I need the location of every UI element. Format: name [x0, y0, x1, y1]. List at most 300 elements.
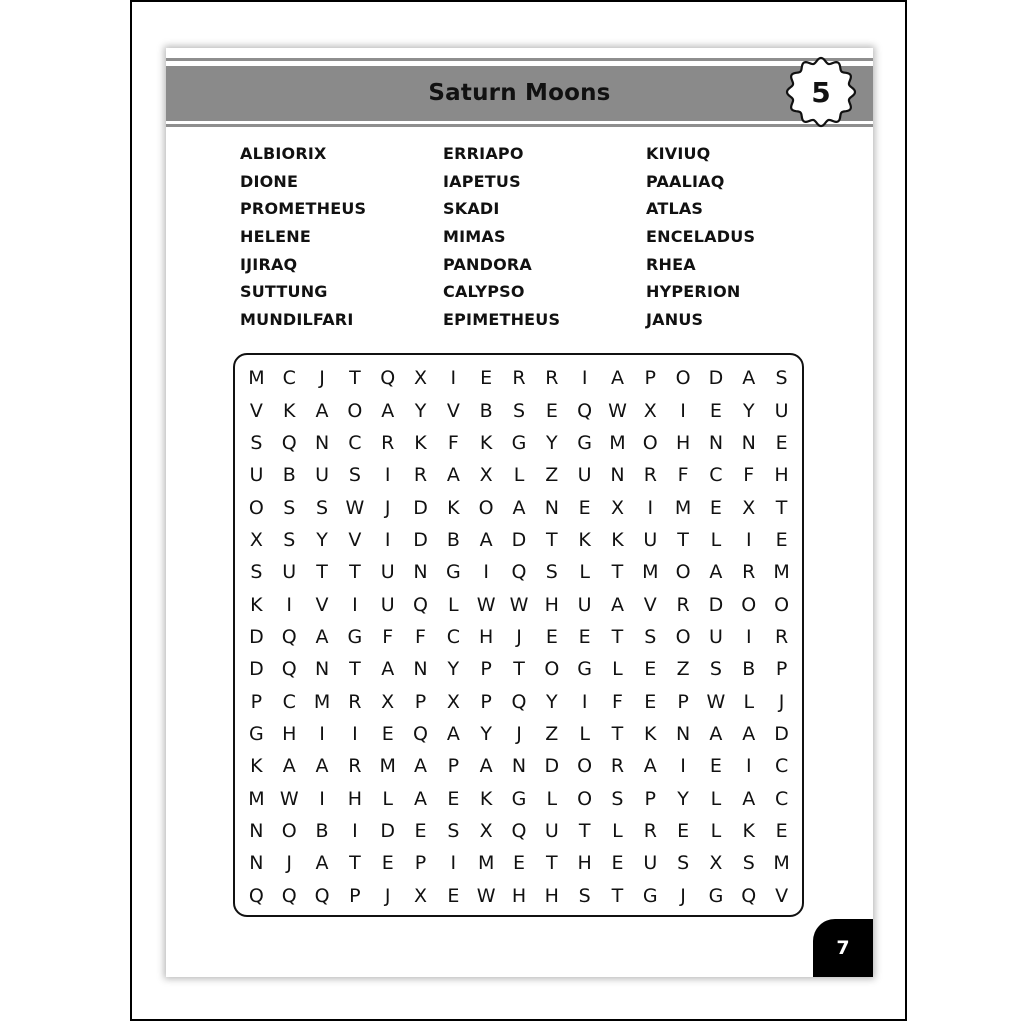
grid-letter[interactable]: L: [382, 787, 393, 810]
grid-letter[interactable]: J: [516, 625, 522, 648]
grid-letter[interactable]: I: [352, 820, 358, 843]
grid-letter[interactable]: D: [544, 755, 560, 778]
grid-letter[interactable]: X: [414, 367, 428, 390]
grid-letter[interactable]: S: [447, 820, 460, 843]
grid-letter[interactable]: P: [677, 690, 689, 713]
grid-letter[interactable]: S: [742, 852, 755, 875]
grid-letter[interactable]: C: [446, 625, 460, 648]
grid-letter[interactable]: Y: [742, 399, 755, 422]
grid-letter[interactable]: C: [774, 787, 789, 810]
grid-letter[interactable]: E: [775, 431, 788, 454]
grid-letter[interactable]: N: [511, 755, 527, 778]
grid-letter[interactable]: B: [282, 464, 296, 487]
grid-letter[interactable]: S: [578, 884, 591, 907]
grid-letter[interactable]: Y: [677, 787, 689, 810]
grid-letter[interactable]: Q: [248, 884, 264, 907]
grid-letter[interactable]: K: [644, 723, 657, 746]
grid-letter[interactable]: H: [577, 852, 592, 875]
grid-letter[interactable]: L: [612, 658, 623, 681]
grid-letter[interactable]: I: [384, 528, 391, 551]
grid-letter[interactable]: Q: [380, 367, 396, 390]
grid-letter[interactable]: C: [348, 431, 362, 454]
grid-letter[interactable]: N: [413, 658, 428, 681]
grid-letter[interactable]: I: [483, 561, 489, 584]
grid-letter[interactable]: O: [281, 820, 297, 843]
grid-letter[interactable]: A: [479, 528, 493, 551]
grid-letter[interactable]: U: [774, 399, 789, 422]
grid-letter[interactable]: F: [611, 690, 623, 713]
grid-letter[interactable]: J: [778, 690, 785, 713]
grid-letter[interactable]: X: [249, 528, 263, 551]
grid-letter[interactable]: Q: [511, 820, 527, 843]
grid-letter[interactable]: O: [675, 561, 691, 584]
grid-letter[interactable]: A: [512, 496, 526, 519]
grid-letter[interactable]: R: [381, 431, 395, 454]
word-item: JANUS: [646, 310, 704, 330]
grid-letter[interactable]: K: [414, 431, 427, 454]
grid-letter[interactable]: V: [348, 528, 362, 551]
grid-letter[interactable]: S: [283, 528, 296, 551]
grid-letter[interactable]: A: [446, 464, 460, 487]
grid-letter[interactable]: Y: [480, 723, 492, 746]
grid-letter[interactable]: H: [511, 884, 527, 907]
grid-letter[interactable]: D: [249, 658, 264, 681]
grid-letter[interactable]: F: [447, 431, 459, 454]
grid-letter[interactable]: E: [545, 399, 558, 422]
grid-letter[interactable]: L: [579, 561, 590, 584]
grid-letter[interactable]: E: [381, 723, 394, 746]
grid-letter[interactable]: E: [447, 884, 460, 907]
grid-letter[interactable]: N: [676, 723, 691, 746]
grid-letter[interactable]: R: [742, 561, 756, 584]
grid-letter[interactable]: M: [642, 561, 659, 584]
grid-letter[interactable]: R: [512, 367, 526, 390]
grid-letter[interactable]: J: [680, 884, 686, 907]
grid-letter[interactable]: L: [710, 787, 722, 810]
grid-letter[interactable]: F: [743, 464, 755, 487]
grid-letter[interactable]: A: [610, 593, 624, 616]
grid-letter[interactable]: T: [546, 528, 558, 551]
grid-letter[interactable]: H: [675, 431, 691, 454]
grid-letter[interactable]: E: [709, 755, 722, 778]
grid-letter[interactable]: T: [316, 561, 328, 584]
grid-letter[interactable]: N: [544, 496, 559, 519]
grid-letter[interactable]: E: [578, 625, 591, 648]
page-number: 7: [836, 937, 850, 959]
grid-letter[interactable]: D: [380, 820, 396, 843]
grid-letter[interactable]: A: [709, 561, 723, 584]
grid-letter[interactable]: A: [446, 723, 460, 746]
grid-letter[interactable]: T: [611, 723, 624, 746]
grid-letter[interactable]: A: [610, 367, 624, 390]
grid-letter[interactable]: M: [248, 787, 265, 810]
grid-letter[interactable]: T: [349, 658, 361, 681]
grid-letter[interactable]: Q: [281, 658, 297, 681]
grid-letter[interactable]: I: [450, 852, 457, 875]
grid-letter[interactable]: T: [349, 852, 361, 875]
grid-letter[interactable]: O: [248, 496, 264, 519]
grid-letter[interactable]: Q: [281, 625, 297, 648]
grid-letter[interactable]: S: [677, 852, 690, 875]
grid-letter[interactable]: A: [742, 367, 756, 390]
grid-letter[interactable]: I: [352, 723, 358, 746]
grid-letter[interactable]: A: [381, 399, 395, 422]
grid-letter[interactable]: E: [644, 658, 657, 681]
grid-letter[interactable]: I: [680, 399, 686, 422]
grid-letter[interactable]: N: [249, 852, 264, 875]
grid-letter[interactable]: K: [742, 820, 755, 843]
grid-letter[interactable]: U: [249, 464, 264, 487]
grid-letter[interactable]: X: [414, 884, 428, 907]
grid-letter[interactable]: Q: [741, 884, 757, 907]
grid-letter[interactable]: R: [676, 593, 690, 616]
grid-letter[interactable]: G: [249, 723, 264, 746]
grid-letter[interactable]: G: [511, 787, 527, 810]
grid-letter[interactable]: Q: [281, 884, 297, 907]
header-bottom-rule: [166, 124, 873, 127]
grid-letter[interactable]: E: [611, 852, 624, 875]
grid-letter[interactable]: L: [710, 528, 722, 551]
grid-letter[interactable]: H: [282, 723, 297, 746]
grid-letter[interactable]: U: [282, 561, 297, 584]
grid-letter[interactable]: A: [709, 723, 723, 746]
grid-letter[interactable]: N: [314, 431, 330, 454]
grid-letter[interactable]: M: [609, 431, 626, 454]
grid-letter[interactable]: K: [611, 528, 624, 551]
grid-letter[interactable]: K: [250, 755, 263, 778]
grid-letter[interactable]: B: [315, 820, 329, 843]
grid-letter[interactable]: Q: [577, 399, 593, 422]
word-item: ALBIORIX: [240, 144, 327, 163]
grid-letter[interactable]: E: [381, 852, 394, 875]
grid-letter[interactable]: Q: [511, 690, 527, 713]
grid-letter[interactable]: G: [511, 431, 527, 454]
grid-letter[interactable]: Q: [413, 723, 428, 746]
grid-letter[interactable]: J: [516, 723, 522, 746]
grid-letter[interactable]: I: [581, 690, 588, 713]
grid-letter[interactable]: T: [546, 852, 558, 875]
grid-letter[interactable]: N: [314, 658, 330, 681]
grid-letter[interactable]: T: [349, 561, 361, 584]
grid-letter[interactable]: Z: [676, 658, 690, 681]
grid-letter[interactable]: A: [643, 755, 657, 778]
grid-letter[interactable]: K: [447, 496, 460, 519]
word-item: ENCELADUS: [646, 227, 756, 247]
grid-letter[interactable]: D: [413, 496, 428, 519]
grid-letter[interactable]: O: [642, 431, 658, 454]
grid-letter[interactable]: Y: [447, 658, 460, 681]
grid-letter[interactable]: E: [512, 852, 525, 875]
grid-letter[interactable]: T: [775, 496, 788, 519]
grid-letter[interactable]: D: [708, 593, 724, 616]
grid-letter[interactable]: U: [643, 852, 658, 875]
grid-letter[interactable]: Q: [314, 884, 330, 907]
grid-letter[interactable]: M: [248, 367, 265, 390]
grid-letter[interactable]: P: [644, 367, 657, 390]
grid-letter[interactable]: J: [384, 884, 391, 907]
grid-letter[interactable]: V: [315, 593, 329, 616]
grid-letter[interactable]: I: [745, 528, 752, 551]
grid-letter[interactable]: O: [347, 399, 363, 422]
grid-letter[interactable]: Q: [281, 431, 297, 454]
grid-letter[interactable]: D: [249, 625, 264, 648]
grid-letter[interactable]: V: [643, 593, 657, 616]
grid-letter[interactable]: R: [643, 464, 657, 487]
grid-letter[interactable]: U: [380, 561, 395, 584]
grid-letter[interactable]: T: [611, 625, 624, 648]
grid-letter[interactable]: L: [546, 787, 558, 810]
grid-letter[interactable]: C: [282, 690, 296, 713]
grid-letter[interactable]: T: [677, 528, 689, 551]
grid-letter[interactable]: T: [611, 884, 624, 907]
grid-letter[interactable]: W: [476, 884, 496, 907]
grid-letter[interactable]: O: [577, 787, 593, 810]
word-item: PANDORA: [443, 254, 533, 274]
grid-letter[interactable]: M: [379, 755, 396, 778]
grid-letter[interactable]: H: [479, 625, 494, 648]
grid-letter[interactable]: Y: [546, 431, 558, 454]
grid-letter[interactable]: Z: [545, 723, 559, 746]
grid-letter[interactable]: G: [708, 884, 724, 907]
grid-letter[interactable]: W: [476, 593, 496, 616]
grid-letter[interactable]: K: [250, 593, 263, 616]
grid-letter[interactable]: T: [578, 820, 591, 843]
grid-letter[interactable]: O: [741, 593, 757, 616]
grid-letter[interactable]: L: [743, 690, 755, 713]
grid-letter[interactable]: I: [745, 755, 752, 778]
grid-letter[interactable]: Q: [413, 593, 428, 616]
grid-letter[interactable]: V: [446, 399, 460, 422]
grid-letter[interactable]: M: [773, 852, 790, 875]
grid-letter[interactable]: I: [319, 787, 325, 810]
grid-letter[interactable]: N: [413, 561, 428, 584]
grid-letter[interactable]: X: [610, 496, 624, 519]
grid-letter[interactable]: U: [380, 593, 395, 616]
grid-letter[interactable]: O: [774, 593, 790, 616]
grid-letter[interactable]: D: [774, 723, 789, 746]
grid-letter[interactable]: S: [348, 464, 361, 487]
grid-letter[interactable]: M: [674, 496, 692, 519]
grid-letter[interactable]: O: [675, 367, 691, 390]
grid-letter[interactable]: I: [647, 496, 654, 519]
grid-letter[interactable]: I: [745, 625, 752, 648]
grid-letter[interactable]: K: [282, 399, 296, 422]
grid-letter[interactable]: K: [578, 528, 591, 551]
grid-letter[interactable]: R: [413, 464, 428, 487]
grid-letter[interactable]: S: [545, 561, 558, 584]
grid-letter[interactable]: C: [282, 367, 296, 390]
grid-letter[interactable]: S: [512, 399, 526, 422]
grid-letter[interactable]: Q: [511, 561, 527, 584]
grid-letter[interactable]: I: [352, 593, 358, 616]
grid-letter[interactable]: A: [414, 755, 428, 778]
grid-letter[interactable]: S: [709, 658, 722, 681]
grid-letter[interactable]: G: [577, 658, 592, 681]
grid-letter[interactable]: A: [315, 755, 329, 778]
grid-letter[interactable]: R: [643, 820, 657, 843]
grid-letter[interactable]: R: [774, 625, 789, 648]
grid-letter[interactable]: Y: [546, 690, 558, 713]
grid-letter[interactable]: B: [446, 528, 460, 551]
grid-letter[interactable]: E: [644, 690, 657, 713]
grid-letter[interactable]: E: [775, 528, 788, 551]
grid-letter[interactable]: S: [775, 367, 788, 390]
grid-letter[interactable]: D: [511, 528, 527, 551]
grid-letter[interactable]: M: [313, 690, 331, 713]
grid-letter[interactable]: S: [611, 787, 624, 810]
grid-letter[interactable]: X: [742, 496, 756, 519]
grid-letter[interactable]: X: [709, 852, 723, 875]
grid-letter[interactable]: N: [610, 464, 625, 487]
grid-letter[interactable]: S: [250, 431, 263, 454]
grid-letter[interactable]: I: [319, 723, 325, 746]
grid-letter[interactable]: R: [545, 367, 559, 390]
grid-letter[interactable]: V: [775, 884, 789, 907]
grid-letter[interactable]: F: [677, 464, 689, 487]
grid-letter[interactable]: N: [708, 431, 724, 454]
grid-letter[interactable]: A: [381, 658, 395, 681]
grid-letter[interactable]: C: [774, 755, 789, 778]
grid-letter[interactable]: X: [381, 690, 395, 713]
grid-letter[interactable]: B: [742, 658, 756, 681]
grid-letter[interactable]: H: [774, 464, 789, 487]
grid-letter[interactable]: O: [675, 625, 691, 648]
grid-letter[interactable]: Y: [316, 528, 328, 551]
word-list: [240, 140, 800, 335]
grid-letter[interactable]: X: [479, 464, 493, 487]
grid-letter[interactable]: L: [513, 464, 525, 487]
grid-letter[interactable]: M: [477, 852, 495, 875]
grid-letter[interactable]: B: [479, 399, 493, 422]
grid-letter[interactable]: E: [775, 820, 788, 843]
grid-letter[interactable]: J: [384, 496, 391, 519]
grid-letter[interactable]: G: [642, 884, 658, 907]
grid-letter[interactable]: A: [315, 852, 329, 875]
grid-letter[interactable]: T: [349, 367, 361, 390]
puzzle-page: [166, 48, 873, 977]
grid-letter[interactable]: A: [479, 755, 493, 778]
grid-letter[interactable]: A: [414, 787, 428, 810]
grid-letter[interactable]: U: [643, 528, 658, 551]
grid-letter[interactable]: P: [447, 755, 460, 778]
grid-letter[interactable]: U: [577, 593, 592, 616]
grid-letter[interactable]: C: [709, 464, 723, 487]
grid-letter[interactable]: G: [347, 625, 363, 648]
grid-letter[interactable]: F: [415, 625, 426, 648]
grid-letter[interactable]: X: [446, 690, 460, 713]
grid-letter[interactable]: L: [710, 820, 722, 843]
grid-letter[interactable]: M: [773, 561, 790, 584]
grid-letter[interactable]: L: [612, 820, 623, 843]
grid-letter[interactable]: P: [349, 884, 361, 907]
grid-letter[interactable]: J: [286, 852, 293, 875]
grid-letter[interactable]: W: [509, 593, 529, 616]
grid-letter[interactable]: A: [315, 399, 329, 422]
grid-letter[interactable]: R: [348, 690, 362, 713]
grid-letter[interactable]: A: [315, 625, 329, 648]
grid-letter[interactable]: J: [319, 367, 325, 390]
grid-letter[interactable]: U: [577, 464, 592, 487]
grid-letter[interactable]: G: [577, 431, 592, 454]
word-item: SUTTUNG: [240, 282, 328, 302]
grid-letter[interactable]: I: [680, 755, 686, 778]
grid-letter[interactable]: I: [384, 464, 391, 487]
grid-letter[interactable]: S: [283, 496, 296, 519]
grid-letter[interactable]: I: [581, 367, 588, 390]
grid-letter[interactable]: P: [414, 690, 427, 713]
grid-letter[interactable]: H: [347, 787, 363, 810]
grid-letter[interactable]: P: [775, 658, 788, 681]
grid-letter[interactable]: P: [480, 690, 492, 713]
grid-letter[interactable]: Y: [414, 399, 427, 422]
grid-letter[interactable]: W: [706, 690, 726, 713]
grid-letter[interactable]: S: [644, 625, 657, 648]
grid-letter[interactable]: K: [479, 431, 493, 454]
grid-letter[interactable]: W: [345, 496, 365, 519]
grid-letter[interactable]: T: [611, 561, 624, 584]
grid-letter[interactable]: E: [709, 496, 722, 519]
grid-letter[interactable]: A: [742, 787, 756, 810]
grid-letter[interactable]: P: [414, 852, 427, 875]
grid-letter[interactable]: W: [608, 399, 627, 422]
grid-letter[interactable]: L: [448, 593, 459, 616]
grid-letter[interactable]: S: [316, 496, 329, 519]
grid-letter[interactable]: D: [413, 528, 428, 551]
grid-letter[interactable]: X: [479, 820, 493, 843]
grid-letter[interactable]: A: [282, 755, 296, 778]
grid-letter[interactable]: R: [348, 755, 362, 778]
grid-letter[interactable]: O: [577, 755, 593, 778]
grid-letter[interactable]: N: [249, 820, 264, 843]
grid-letter[interactable]: A: [742, 723, 756, 746]
grid-letter[interactable]: N: [741, 431, 756, 454]
grid-letter[interactable]: D: [708, 367, 724, 390]
grid-letter[interactable]: E: [480, 367, 493, 390]
grid-letter[interactable]: P: [644, 787, 657, 810]
word-item: KIVIUQ: [646, 144, 711, 163]
grid-letter[interactable]: U: [544, 820, 559, 843]
grid-letter[interactable]: O: [478, 496, 494, 519]
grid-letter[interactable]: L: [579, 723, 590, 746]
grid-letter[interactable]: G: [445, 561, 461, 584]
grid-letter[interactable]: E: [414, 820, 427, 843]
grid-letter[interactable]: H: [544, 593, 559, 616]
word-item: HYPERION: [646, 282, 741, 302]
grid-letter[interactable]: I: [450, 367, 457, 390]
grid-letter[interactable]: E: [545, 625, 558, 648]
grid-letter[interactable]: E: [447, 787, 460, 810]
grid-letter[interactable]: T: [513, 658, 525, 681]
grid-letter[interactable]: R: [610, 755, 625, 778]
grid-letter[interactable]: P: [480, 658, 492, 681]
grid-letter[interactable]: P: [250, 690, 263, 713]
grid-letter[interactable]: U: [708, 625, 723, 648]
grid-letter[interactable]: E: [709, 399, 722, 422]
grid-letter[interactable]: U: [315, 464, 330, 487]
grid-letter[interactable]: I: [286, 593, 293, 616]
grid-letter[interactable]: S: [250, 561, 263, 584]
grid-letter[interactable]: O: [544, 658, 560, 681]
grid-letter[interactable]: H: [544, 884, 559, 907]
grid-letter[interactable]: W: [279, 787, 299, 810]
grid-letter[interactable]: K: [479, 787, 493, 810]
grid-letter[interactable]: X: [643, 399, 657, 422]
grid-letter[interactable]: V: [249, 399, 263, 422]
grid-letter[interactable]: Z: [545, 464, 559, 487]
grid-letter[interactable]: F: [382, 625, 394, 648]
grid-letter[interactable]: E: [578, 496, 591, 519]
grid-letter[interactable]: E: [677, 820, 690, 843]
